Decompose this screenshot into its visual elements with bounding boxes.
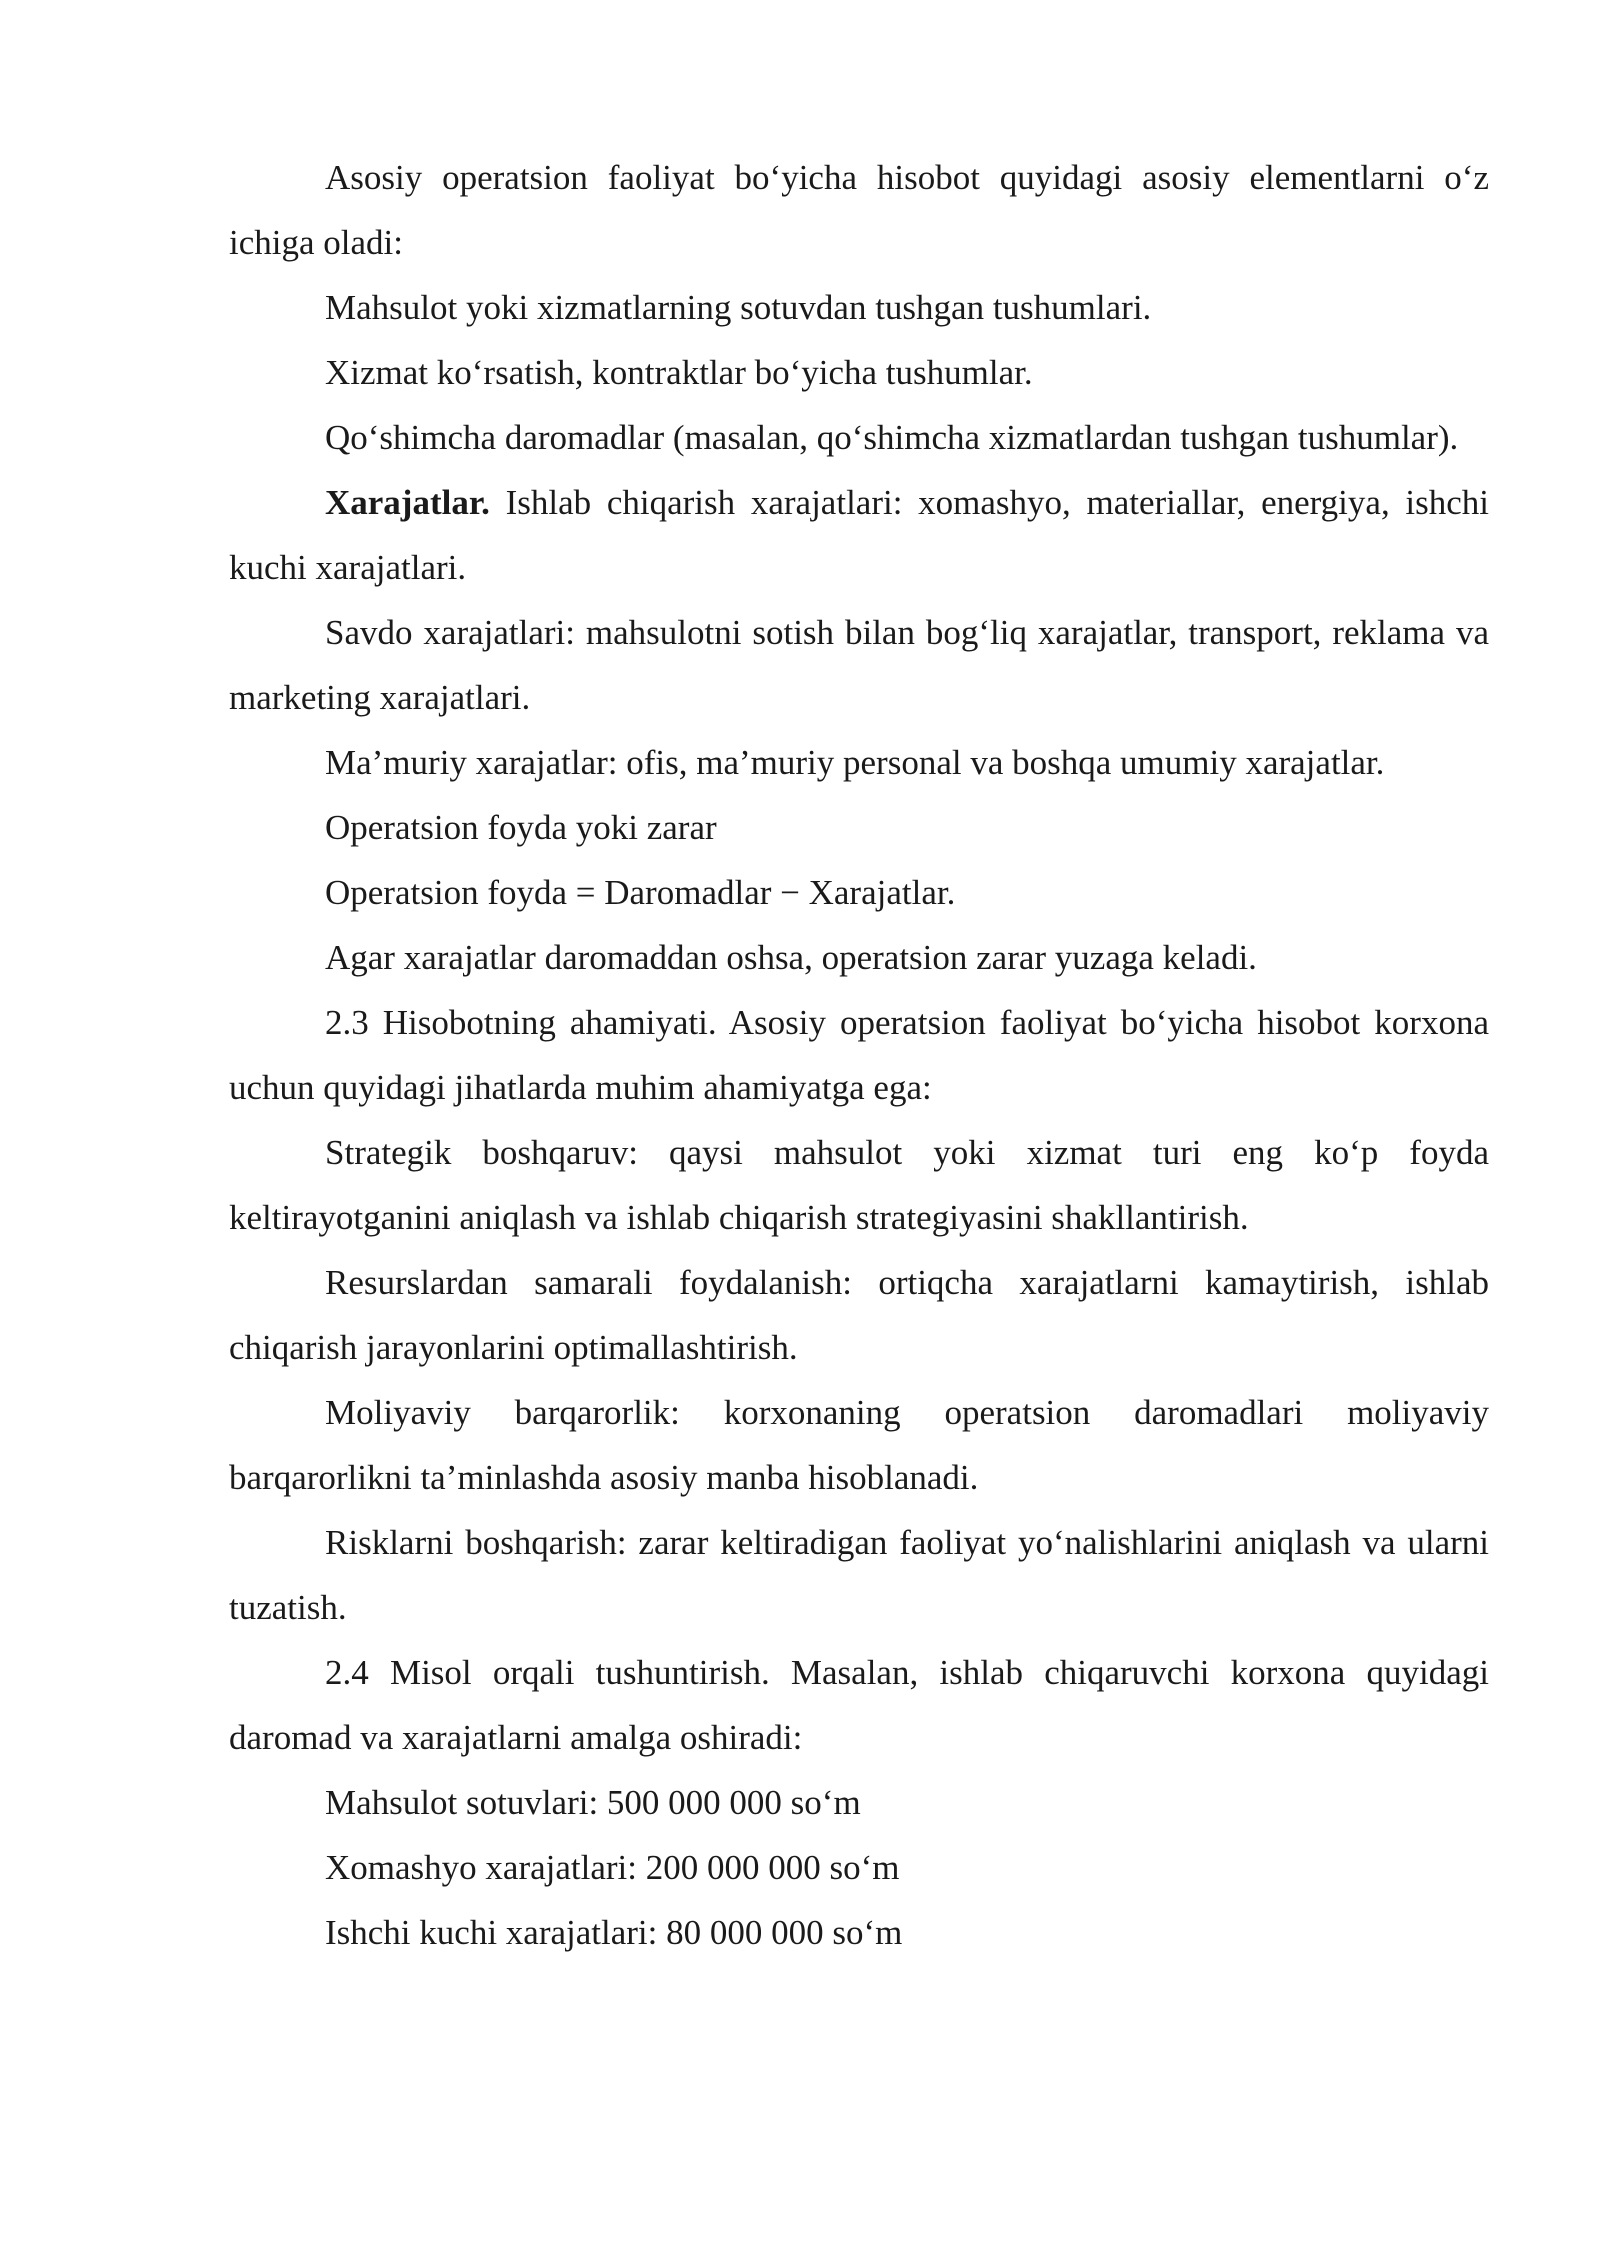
paragraph-elements-intro: Asosiy operatsion faoliyat bo‘yicha hisobot quyidagi asosiy elementlarni o‘z ichiga oladi:: [229, 158, 1489, 262]
paragraph-operating-loss: Agar xarajatlar daromaddan oshsa, operatsion zarar yuzaga keladi.: [325, 938, 1257, 977]
paragraph-financial-stability: Moliyaviy barqarorlik: korxonaning operatsion daromadlari moliyaviy barqarorlikni ta’minlashda asosiy manba hisoblanadi.: [229, 1393, 1489, 1497]
paragraph-admin-expenses: Ma’muriy xarajatlar: ofis, ma’muriy personal va boshqa umumiy xarajatlar.: [325, 743, 1385, 782]
paragraph-operating-profit-formula: Operatsion foyda = Daromadlar − Xarajatlar.: [325, 873, 956, 912]
paragraph-product-sales: Mahsulot yoki xizmatlarning sotuvdan tushgan tushumlari.: [325, 288, 1152, 327]
paragraph-example-intro: 2.4 Misol orqali tushuntirish. Masalan, ishlab chiqaruvchi korxona quyidagi daromad va xarajatlarni amalga oshiradi:: [229, 1653, 1489, 1757]
paragraph-risk-management: Risklarni boshqarish: zarar keltiradigan faoliyat yo‘nalishlarini aniqlash va ularni tuzatish.: [229, 1523, 1489, 1627]
paragraph-resource-efficiency: Resurslardan samarali foydalanish: ortiqcha xarajatlarni kamaytirish, ishlab chiqarish jarayonlarini optimallashtirish.: [229, 1263, 1489, 1367]
expenses-heading: Xarajatlar.: [325, 483, 490, 522]
paragraph-report-importance: 2.3 Hisobotning ahamiyati. Asosiy operatsion faoliyat bo‘yicha hisobot korxona uchun quyidagi jihatlarda muhim ahamiyatga ega:: [229, 1003, 1489, 1107]
document-body: [229, 145, 1489, 1965]
paragraph-expenses: [229, 470, 1489, 600]
paragraph-sales-expenses: Savdo xarajatlari: mahsulotni sotish bilan bog‘liq xarajatlar, transport, reklama va marketing xarajatlari.: [229, 613, 1489, 717]
paragraph-service-revenue: Xizmat ko‘rsatish, kontraktlar bo‘yicha tushumlar.: [325, 353, 1033, 392]
paragraph-labor-costs: Ishchi kuchi xarajatlari: 80 000 000 so‘m: [325, 1913, 903, 1952]
paragraph-operating-profit-heading: Operatsion foyda yoki zarar: [325, 808, 717, 847]
paragraph-product-sales-amount: Mahsulot sotuvlari: 500 000 000 so‘m: [325, 1783, 861, 1822]
paragraph-additional-income: Qo‘shimcha daromadlar (masalan, qo‘shimcha xizmatlardan tushgan tushumlar).: [325, 418, 1459, 457]
paragraph-strategic-management: Strategik boshqaruv: qaysi mahsulot yoki xizmat turi eng ko‘p foyda keltirayotganini aniqlash va ishlab chiqarish strategiyasini shakllantirish.: [229, 1133, 1489, 1237]
paragraph-raw-material-costs: Xomashyo xarajatlari: 200 000 000 so‘m: [325, 1848, 900, 1887]
expenses-text: Ishlab chiqarish xarajatlari: xomashyo, materiallar, energiya, ishchi kuchi xarajatlari.: [229, 483, 1489, 587]
